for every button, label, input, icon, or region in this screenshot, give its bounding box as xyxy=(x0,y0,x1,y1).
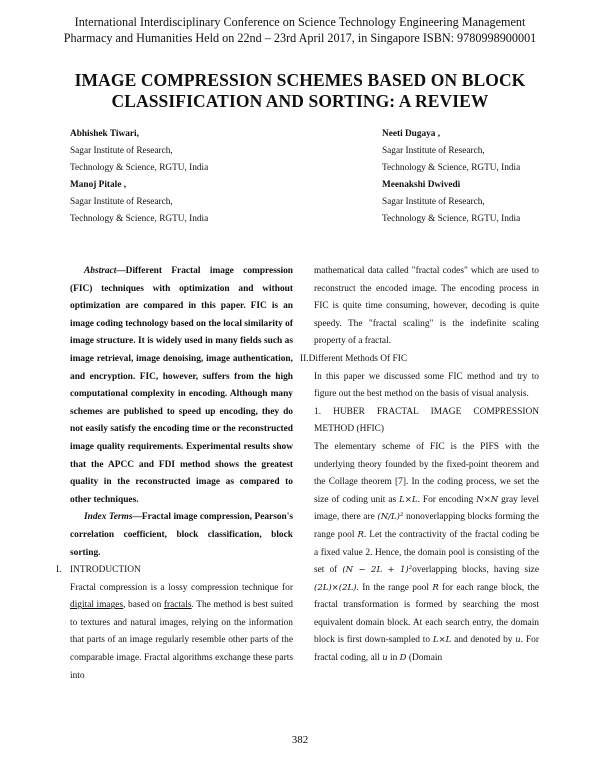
abstract-label: Abstract xyxy=(84,266,117,276)
paragraph-text: (Domain xyxy=(408,653,443,664)
paragraph-text: . The method is best suited to textures and natural images, relying on the information that parts of an image regularly resemble other parts of the comparable image. Fractal algorithms exchange these parts into xyxy=(70,600,293,681)
introduction-paragraph xyxy=(70,580,293,686)
paragraph-text: overlapping blocks, having size xyxy=(412,565,539,576)
author-name: Meenakshi Dwivedi xyxy=(382,180,461,190)
index-terms xyxy=(70,509,293,562)
paragraph-text: , based on xyxy=(123,600,162,611)
paragraph-text: nonoverlapping blocks forming the range pool xyxy=(314,512,539,540)
author-affiliation: Technology & Science, RGTU, India xyxy=(382,163,521,173)
paragraph-text: for each range block, the fractal transformation is formed by searching the most equivalent domain block. At each search entry, the domain block is first down-sampled to xyxy=(314,582,540,646)
author-block-1 xyxy=(70,126,208,177)
abstract-text: —Different Fractal image compression (FIC) techniques with optimization and without optimization are compared in this paper. FIC is an image coding technology based on the local similarity of image structure. It is widely used in many fields such as image retrieval, image denoising, image authentication, and encryption. FIC, however, suffers from the high computational complexity in encoding. Although many schemes are published to speed up encoding, they do not easily satisfy the encoding time or the reconstructed image quality requirements. Experimental results show that the APCC and FDI method shows the greatest quality in the reconstructed image as compared to other techniques. xyxy=(70,266,293,505)
math-expression: (2L)×(2L) xyxy=(314,582,357,593)
author-affiliation: Technology & Science, RGTU, India xyxy=(382,214,521,224)
conference-line-1: International Interdisciplinary Conference on Science Technology Engineering Management xyxy=(74,15,526,29)
link-digital-images[interactable]: digital images xyxy=(70,600,124,611)
author-name: Abhishek Tiwari, xyxy=(70,129,139,139)
paragraph-fractal-codes: mathematical data called "fractal codes" which are used to reconstruct the encoded image. The encoding process in FIC is quite time consuming, however, decoding is quite speedy. The "fractal scaling" is the indefinite scaling property of a fractal. xyxy=(314,266,539,347)
section-title: INTRODUCTION xyxy=(70,565,141,576)
section-number: I. xyxy=(56,565,62,576)
link-fractals[interactable]: fractals xyxy=(163,600,192,611)
author-affiliation: Sagar Institute of Research, xyxy=(382,197,485,207)
author-affiliation: Technology & Science, RGTU, India xyxy=(70,214,209,224)
math-expression: (N/L)² xyxy=(377,512,404,523)
author-affiliation: Technology & Science, RGTU, India xyxy=(70,163,209,173)
index-terms-label: Index Terms xyxy=(84,512,133,523)
paragraph-text: Fractal compression is a lossy compression technique for xyxy=(70,582,293,593)
math-expression: D xyxy=(399,653,407,664)
left-column xyxy=(56,263,294,685)
math-expression: L×L xyxy=(399,494,418,505)
math-expression: R xyxy=(357,529,364,540)
paragraph-text: . Let the contractivity of the fractal coding be a fixed value 2. Hence, the domain pool is consisting of the set of xyxy=(314,529,540,576)
author-name: Manoj Pitale , xyxy=(70,180,127,190)
math-expression: N×N xyxy=(476,494,499,505)
paragraph-text: . For fractal coding, all xyxy=(314,635,539,664)
subsection-heading-hfic: 1. HUBER FRACTAL IMAGE COMPRESSION METHOD (HFIC) xyxy=(314,406,539,435)
paragraph-text: The elementary scheme of FIC is the PIFS with the underlying theory founded by the fixed-point theorem and the Collage theorem [7]. In the coding process, we set the size of coding unit as xyxy=(314,441,539,505)
title-line-2: CLASSIFICATION AND SORTING: A REVIEW xyxy=(111,91,489,111)
conference-line-2: Pharmacy and Humanities Held on 22nd – 23rd April 2017, in Singapore ISBN: 9780998900001 xyxy=(63,31,537,45)
abstract xyxy=(70,263,293,509)
author-affiliation: Sagar Institute of Research, xyxy=(382,146,485,156)
paragraph-text: and denoted by xyxy=(454,635,513,646)
section-heading-methods: II.Different Methods Of FIC xyxy=(300,353,408,364)
author-name: Neeti Dugaya , xyxy=(382,129,441,139)
author-block-3 xyxy=(70,177,208,228)
paragraph-text: . In the range pool xyxy=(356,582,429,593)
author-affiliation: Sagar Institute of Research, xyxy=(70,146,173,156)
math-expression: u xyxy=(515,635,521,646)
author-block-2 xyxy=(382,126,520,177)
math-expression: (N − 2L + 1)² xyxy=(342,565,413,576)
section-heading-introduction xyxy=(56,562,293,580)
right-column xyxy=(300,263,540,668)
index-terms-text: —Fractal image compression, Pearson's correlation coefficient, block classification, block sorting. xyxy=(70,512,294,558)
page-number: 382 xyxy=(291,734,309,746)
author-block-4 xyxy=(382,177,520,228)
math-expression: u xyxy=(382,653,388,664)
title-line-1: IMAGE COMPRESSION SCHEMES BASED ON BLOCK xyxy=(74,70,526,90)
math-expression: L×L xyxy=(432,635,452,646)
paragraph-methods-intro: In this paper we discussed some FIC method and try to figure out the best method on the basis of visual analysis. xyxy=(314,371,539,400)
paper-title xyxy=(0,70,600,112)
paragraph-text: gray level image, there are xyxy=(314,494,540,523)
paragraph-hfic xyxy=(314,439,539,668)
paragraph-text: . For encoding xyxy=(417,494,474,505)
conference-header xyxy=(0,14,600,46)
paragraph-text: in xyxy=(390,653,398,664)
author-affiliation: Sagar Institute of Research, xyxy=(70,197,173,207)
math-expression: R xyxy=(432,582,439,593)
